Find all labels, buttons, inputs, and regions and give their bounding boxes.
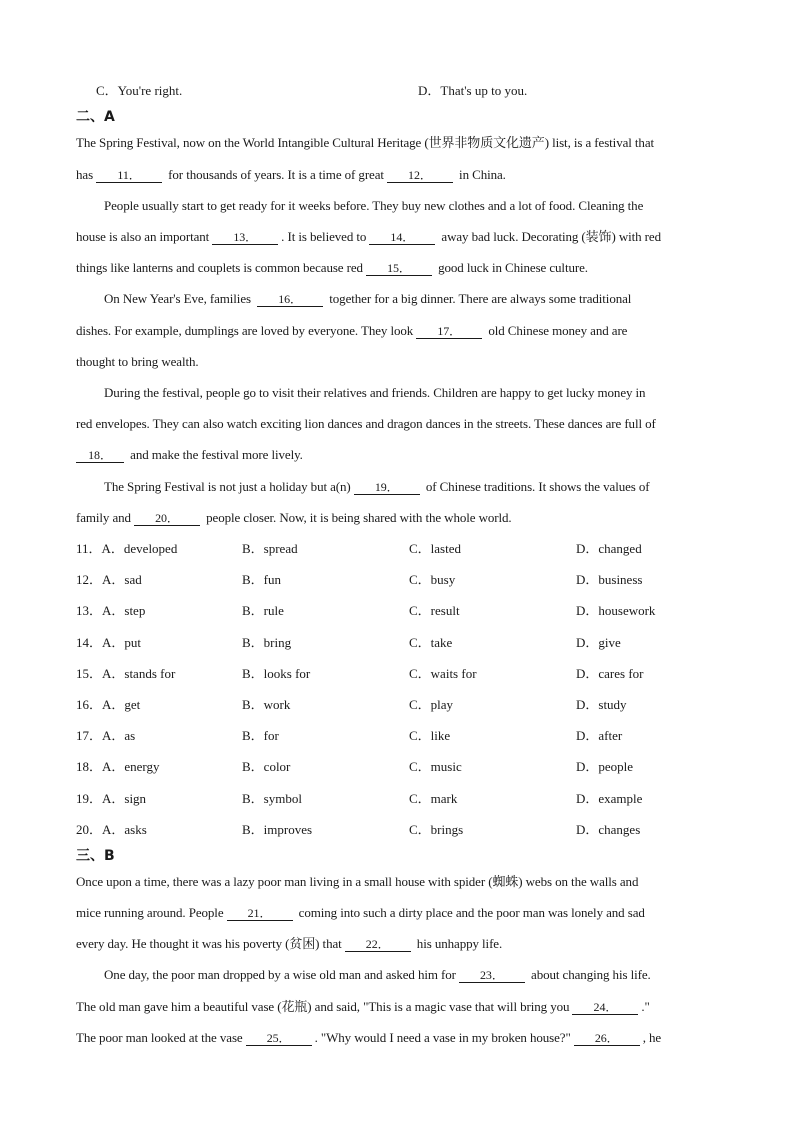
option-a[interactable]: 13．A．step bbox=[76, 603, 146, 618]
option-row bbox=[76, 571, 776, 589]
blank-14[interactable]: 14． bbox=[369, 230, 435, 245]
text-run: Once upon a time, there was a lazy poor man living in a small house with spider (蜘蛛) webs on the walls and bbox=[76, 874, 639, 889]
passage-line bbox=[76, 904, 645, 922]
text-run: old Chinese money and are bbox=[485, 323, 628, 338]
option-row bbox=[76, 540, 776, 558]
option-a[interactable]: 12．A．sad bbox=[76, 572, 142, 587]
passage-line bbox=[76, 228, 661, 246]
text-run: People usually start to get ready for it weeks before. They buy new clothes and a lot of food. Cleaning the bbox=[104, 198, 644, 213]
text-run: coming into such a dirty place and the poor man was lonely and sad bbox=[295, 905, 645, 920]
blank-11[interactable]: 11． bbox=[96, 168, 162, 183]
text-run: together for a big dinner. There are always some traditional bbox=[326, 291, 632, 306]
option-row bbox=[76, 790, 776, 808]
blank-24[interactable]: 24． bbox=[572, 1000, 638, 1015]
text-run: house is also an important bbox=[76, 229, 210, 244]
blank-19[interactable]: 19． bbox=[354, 480, 420, 495]
passage-line bbox=[76, 322, 627, 340]
passage-line bbox=[76, 353, 199, 371]
text-run: The poor man looked at the vase bbox=[76, 1030, 243, 1045]
section-heading-a: 二、A bbox=[76, 109, 115, 125]
option-b[interactable]: B．color bbox=[242, 759, 291, 774]
text-run: away bad luck. Decorating (装饰) with red bbox=[438, 229, 661, 244]
option-d[interactable]: D．housework bbox=[576, 603, 656, 618]
blank-22[interactable]: 22． bbox=[345, 937, 411, 952]
option-c[interactable]: C．play bbox=[409, 697, 454, 712]
option-d[interactable]: D．study bbox=[576, 697, 627, 712]
blank-13[interactable]: 13． bbox=[212, 230, 278, 245]
blank-15[interactable]: 15． bbox=[366, 261, 432, 276]
option-a[interactable]: 15．A．stands for bbox=[76, 666, 176, 681]
option-b[interactable]: B．rule bbox=[242, 603, 284, 618]
text-run: about changing his life. bbox=[527, 967, 651, 982]
text-run: every day. He thought it was his poverty (贫困) that bbox=[76, 936, 342, 951]
option-d[interactable]: D．cares for bbox=[576, 666, 644, 681]
option-a[interactable]: 19．A．sign bbox=[76, 791, 147, 806]
option-d[interactable]: D．changes bbox=[576, 822, 641, 837]
blank-23[interactable]: 23． bbox=[459, 968, 525, 983]
blank-21[interactable]: 21． bbox=[227, 906, 293, 921]
option-c[interactable]: C．result bbox=[409, 603, 460, 618]
option-b[interactable]: B．looks for bbox=[242, 666, 311, 681]
option-a[interactable]: 17．A．as bbox=[76, 728, 136, 743]
text-run: The Spring Festival is not just a holiday but a(n) bbox=[104, 479, 351, 494]
text-run: in China. bbox=[455, 167, 506, 182]
text-run: for thousands of years. It is a time of great bbox=[165, 167, 384, 182]
option-a[interactable]: 20．A．asks bbox=[76, 822, 147, 837]
option-c[interactable]: C．mark bbox=[409, 791, 458, 806]
text-run: , he bbox=[642, 1030, 662, 1045]
text-run: his unhappy life. bbox=[413, 936, 503, 951]
option-d[interactable]: D．business bbox=[576, 572, 643, 587]
option-row bbox=[76, 821, 776, 839]
option-d[interactable]: D．after bbox=[576, 728, 623, 743]
passage-line bbox=[104, 197, 643, 215]
option-row bbox=[76, 727, 776, 745]
text-run: On New Year's Eve, families bbox=[104, 291, 255, 306]
option-b[interactable]: B．bring bbox=[242, 635, 292, 650]
blank-12[interactable]: 12． bbox=[387, 168, 453, 183]
text-run: ." bbox=[641, 999, 650, 1014]
passage-line bbox=[76, 134, 654, 152]
blank-16[interactable]: 16． bbox=[257, 292, 323, 307]
option-c[interactable]: C．take bbox=[409, 635, 453, 650]
option-a[interactable]: 14．A．put bbox=[76, 635, 142, 650]
text-run: good luck in Chinese culture. bbox=[434, 260, 588, 275]
text-run: mice running around. People bbox=[76, 905, 224, 920]
option-row bbox=[76, 696, 776, 714]
passage-line bbox=[76, 166, 506, 184]
option-b[interactable]: B．work bbox=[242, 697, 291, 712]
passage-line bbox=[76, 259, 588, 277]
passage-line bbox=[76, 509, 512, 527]
passage-line bbox=[104, 478, 650, 496]
text-run: . It is believed to bbox=[281, 229, 367, 244]
blank-26[interactable]: 26． bbox=[574, 1031, 640, 1046]
text-run: . "Why would I need a vase in my broken house?" bbox=[314, 1030, 571, 1045]
text-run: of Chinese traditions. It shows the values of bbox=[422, 479, 650, 494]
passage-line bbox=[104, 290, 631, 308]
text-run: dishes. For example, dumplings are loved by everyone. They look bbox=[76, 323, 414, 338]
blank-18[interactable]: 18． bbox=[76, 448, 124, 463]
option-a[interactable]: 16．A．get bbox=[76, 697, 141, 712]
option-c[interactable]: C．music bbox=[409, 759, 462, 774]
text-run: and make the festival more lively. bbox=[127, 447, 303, 462]
option-b[interactable]: B．improves bbox=[242, 822, 313, 837]
option-c[interactable]: C．like bbox=[409, 728, 451, 743]
passage-line bbox=[76, 1029, 661, 1047]
option-row bbox=[76, 758, 776, 776]
blank-20[interactable]: 20． bbox=[134, 511, 200, 526]
option-c[interactable]: C．brings bbox=[409, 822, 464, 837]
option-a[interactable]: 11．A．developed bbox=[76, 541, 178, 556]
option-b[interactable]: B．fun bbox=[242, 572, 282, 587]
text-run: During the festival, people go to visit their relatives and friends. Children are happy to get lucky money in bbox=[104, 385, 646, 400]
option-b[interactable]: B．spread bbox=[242, 541, 298, 556]
text-run: The old man gave him a beautiful vase (花瓶) and said, "This is a magic vase that will bring you bbox=[76, 999, 570, 1014]
option-d[interactable]: D．example bbox=[576, 791, 643, 806]
option-a[interactable]: 18．A．energy bbox=[76, 759, 160, 774]
option-c-text: C．You're right. bbox=[96, 83, 183, 98]
text-run: The Spring Festival, now on the World Intangible Cultural Heritage (世界非物质文化遗产) list, is a festival that bbox=[76, 135, 655, 150]
option-d[interactable]: D．changed bbox=[576, 541, 642, 556]
option-row bbox=[76, 665, 776, 683]
option-row bbox=[76, 634, 776, 652]
passage-line bbox=[76, 873, 638, 891]
passage-line bbox=[104, 384, 645, 402]
option-c[interactable]: C．waits for bbox=[409, 666, 477, 681]
text-run: family and bbox=[76, 510, 131, 525]
text-run: One day, the poor man dropped by a wise old man and asked him for bbox=[104, 967, 456, 982]
passage-line bbox=[76, 415, 656, 433]
option-c[interactable]: C．busy bbox=[409, 572, 456, 587]
blank-25[interactable]: 25． bbox=[246, 1031, 312, 1046]
option-b[interactable]: B．symbol bbox=[242, 791, 302, 806]
passage-line bbox=[76, 998, 650, 1016]
option-row bbox=[76, 602, 776, 620]
option-b[interactable]: B．for bbox=[242, 728, 279, 743]
option-d-text: D．That's up to you. bbox=[418, 83, 528, 98]
text-run: people closer. Now, it is being shared with the whole world. bbox=[202, 510, 512, 525]
passage-line bbox=[76, 935, 502, 953]
blank-17[interactable]: 17． bbox=[416, 324, 482, 339]
option-d[interactable]: D．give bbox=[576, 635, 621, 650]
text-run: has bbox=[76, 167, 94, 182]
text-run: things like lanterns and couplets is common because red bbox=[76, 260, 363, 275]
text-run: thought to bring wealth. bbox=[76, 354, 199, 369]
section-heading-b: 三、B bbox=[76, 848, 115, 864]
text-run: red envelopes. They can also watch exciting lion dances and dragon dances in the streets. These dances are full of bbox=[76, 416, 656, 431]
passage-line bbox=[104, 966, 651, 984]
option-d[interactable]: D．people bbox=[576, 759, 634, 774]
passage-line bbox=[76, 446, 303, 464]
option-c[interactable]: C．lasted bbox=[409, 541, 461, 556]
